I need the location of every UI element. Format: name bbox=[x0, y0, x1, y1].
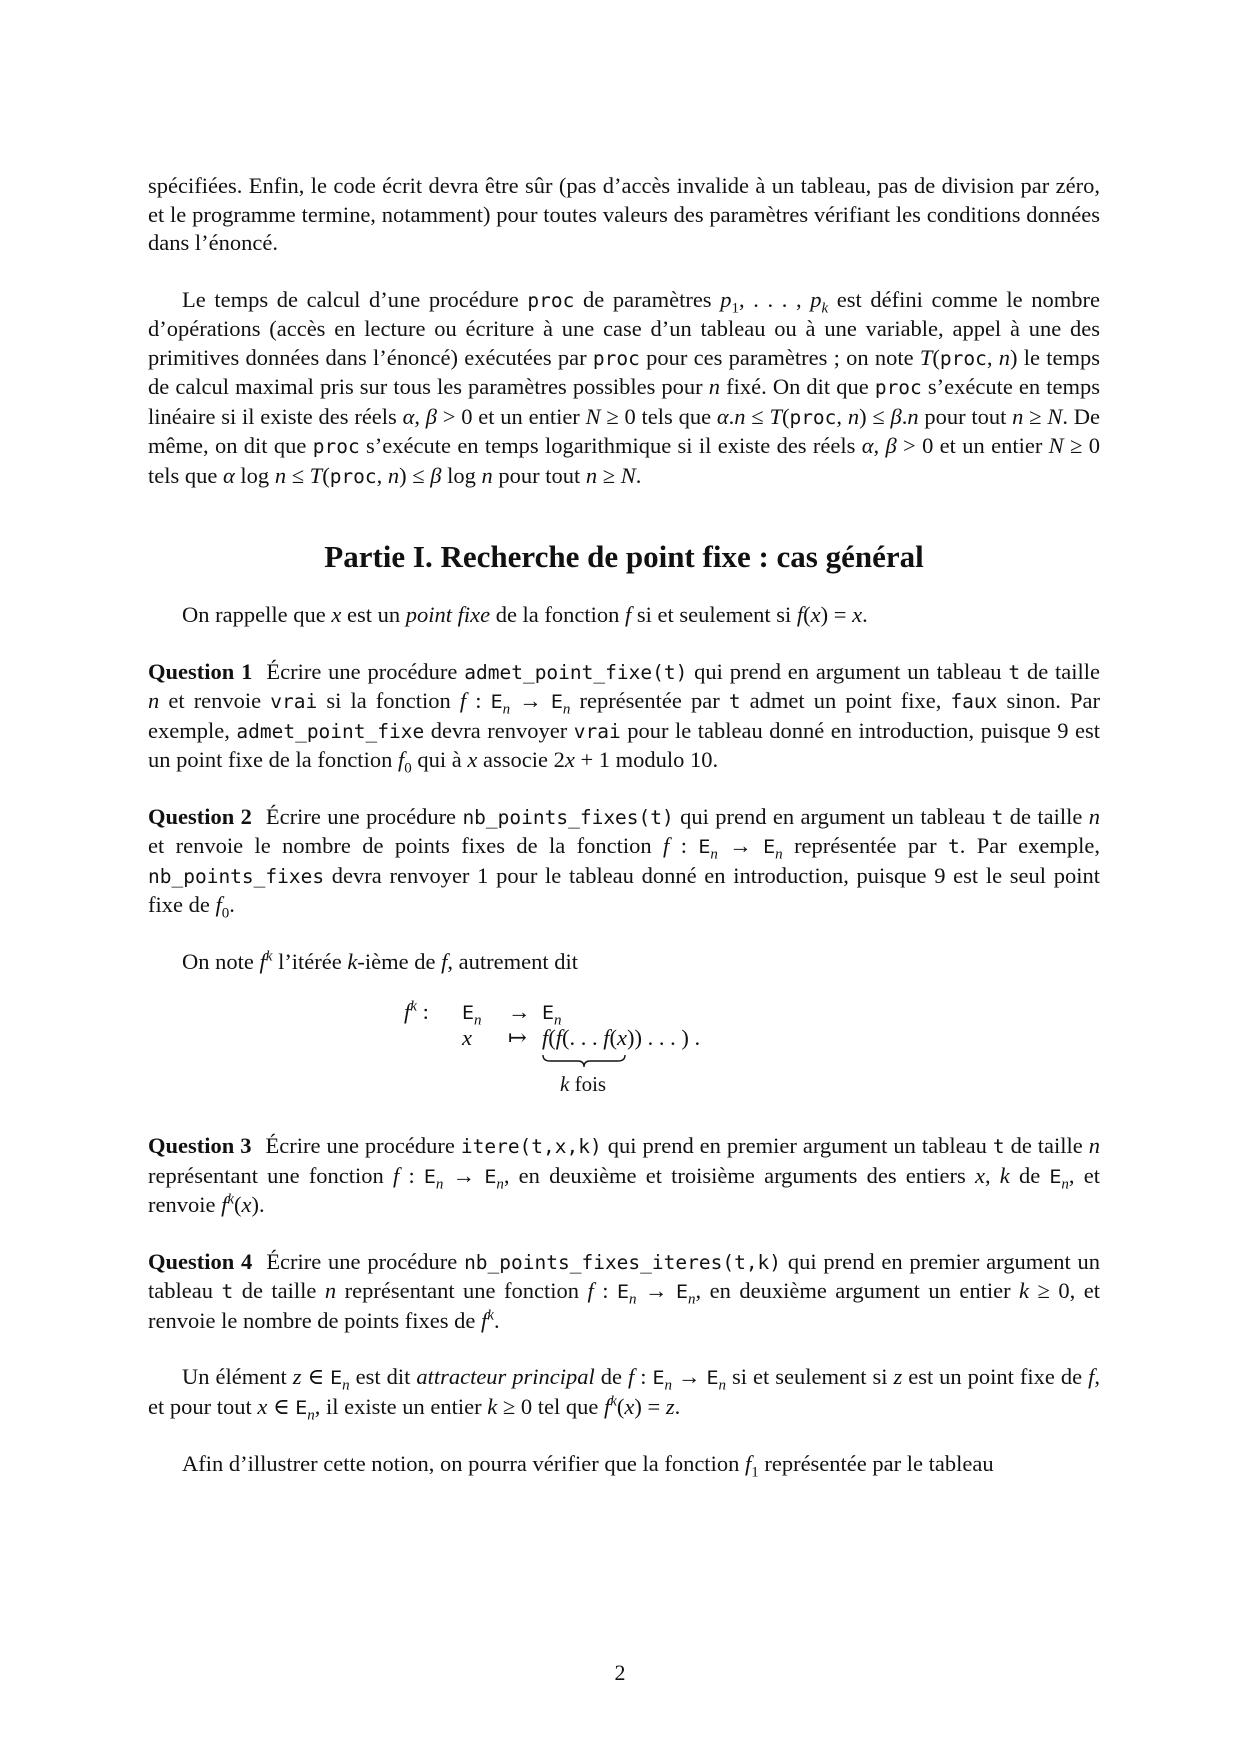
question-1-label: Question 1 bbox=[148, 658, 253, 684]
intro-paragraph-1: spécifiées. Enfin, le code écrit devra être sûr (pas d’accès invalide à un tableau, pas de division par zéro, et le programme termine, notamment) pour toutes valeurs des paramètres vérifiant les conditions données dans l’énoncé. bbox=[148, 173, 1100, 255]
question-3-label: Question 3 bbox=[148, 1133, 252, 1158]
question-4-label: Question 4 bbox=[148, 1248, 253, 1274]
question-1: Question 1 Écrire une procédure admet_point_fixe(t) qui prend en argument un tableau t de taille n et renvoie vrai si la fonction f : $E_n \to E_n$ représentée par t admet un point fixe, faux sinon. Par exemple, admet_point_fixe devra renvoyer vrai pour le tableau donné en introduction, puisque 9 est un point fixe de la fonction $f_0$ qui à x associe 2x + 1 modulo 10. bbox=[148, 658, 1101, 777]
iterate-intro: On note $f^k$ l’itérée k-ième de f, autrement dit bbox=[182, 948, 578, 974]
question-2-label: Question 2 bbox=[148, 803, 252, 829]
intro-paragraph-2: Le temps de calcul d’une procédure proc de paramètres $p_1$, . . . , $p_k$ est défini comme le nombre d’opérations (accès en lecture ou écriture à une case d’un tableau ou à une variable, appel à une des primitives données dans l’énoncé) exécutées par proc pour ces paramètres ; on note T(proc, n) le temps de calcul maximal pris sur tous les paramètres possibles pour n fixé. On dit que proc s’exécute en temps linéaire si il existe des réels α, β > 0 et un entier N ≥ 0 tels que α.n ≤ T(proc, n) ≤ β.n pour tout n ≥ N. De même, on dit que proc s’exécute en temps logarithmique si il existe des réels α, β > 0 et un entier N ≥ 0 tels que α log n ≤ T(proc, n) ≤ β log n pour tout n ≥ N. bbox=[148, 286, 1101, 488]
section-title: Partie I. Recherche de point fixe : cas général bbox=[324, 539, 924, 574]
section-intro: On rappelle que x est un point fixe de la fonction f si et seulement si f(x) = x. bbox=[182, 602, 868, 627]
question-3: Question 3 Écrire une procédure itere(t,x,k) qui prend en premier argument un tableau t de taille n représentant une fonction f : $E_n \to E_n$, en deuxième et troisième arguments des entiers x, k de $E_n$, et renvoie $f^k(x)$. bbox=[148, 1133, 1101, 1217]
closing-paragraph: Afin d’illustrer cette notion, on pourra vérifier que la fonction $f_1$ représentée par le tableau bbox=[182, 1451, 994, 1481]
question-2: Question 2 Écrire une procédure nb_points_fixes(t) qui prend en argument un tableau t de taille n et renvoie le nombre de points fixes de la fonction f : $E_n \to E_n$ représentée par t. Par exemple, nb_points_fixes devra renvoyer 1 pour le tableau donné en introduction, puisque 9 est le seul point fixe de $f_0$. bbox=[148, 803, 1101, 922]
underbrace bbox=[542, 1054, 626, 1068]
iterate-definition: $f^k$ : $E_n$ → $E_n$ x ↦ f(f(. . . f(x)) . . . ) . k fois bbox=[404, 998, 701, 1096]
document-body bbox=[148, 172, 1100, 1479]
attractor-definition: Un élément z ∈ $E_n$ est dit attracteur principal de f : $E_n \to E_n$ si et seulement si z est un point fixe de f, et pour tout x ∈ $E_n$, il existe un entier k ≥ 0 tel que $f^k(x) = z$. bbox=[148, 1364, 1100, 1423]
page-number: 2 bbox=[614, 1660, 626, 1685]
question-4: Question 4 Écrire une procédure nb_points_fixes_iteres(t,k) qui prend en premier argument un tableau t de taille n représentant une fonction f : $E_n \to E_n$, en deuxième argument un entier k ≥ 0, et renvoie le nombre de points fixes de $f^k$. bbox=[148, 1248, 1101, 1333]
